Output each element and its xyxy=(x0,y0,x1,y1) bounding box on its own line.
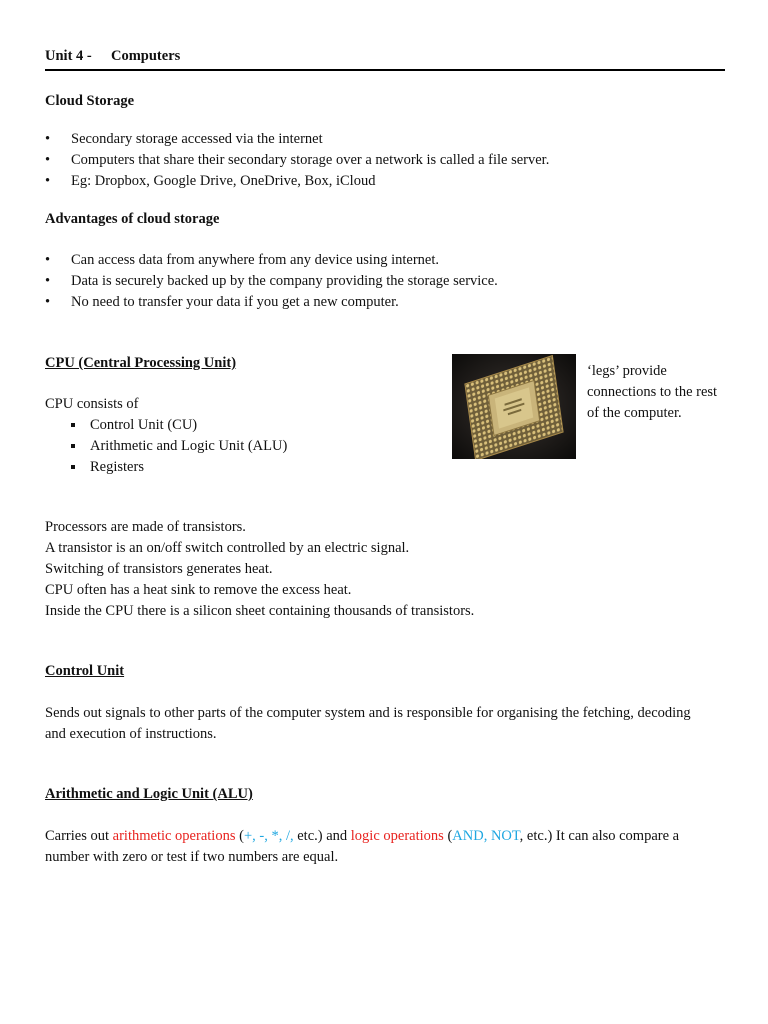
list-item: Control Unit (CU) xyxy=(45,415,287,436)
cpu-consists-label: CPU consists of xyxy=(45,396,139,412)
list-item: • Secondary storage accessed via the internet xyxy=(45,129,549,150)
list-item: • Data is securely backed up by the company providing the storage service. xyxy=(45,271,498,292)
transistors-paragraph xyxy=(45,517,474,622)
list-item: • No need to transfer your data if you get a new computer. xyxy=(45,292,498,313)
cpu-image-caption xyxy=(587,361,717,424)
cloud-storage-heading: Cloud Storage xyxy=(45,93,135,109)
paragraph-line: Processors are made of transistors. xyxy=(45,519,246,535)
text-run: ( xyxy=(235,828,244,844)
text-run: ( xyxy=(443,828,453,844)
cpu-chip-graphic xyxy=(452,354,576,459)
caption-line: ‘legs’ provide xyxy=(587,363,667,379)
paragraph-line: CPU often has a heat sink to remove the excess heat. xyxy=(45,582,352,598)
arithmetic-operations-highlight: arithmetic operations xyxy=(112,828,236,844)
alu-paragraph xyxy=(45,826,679,868)
unit-number: Unit 4 - xyxy=(45,48,92,64)
cloud-storage-list xyxy=(45,129,549,192)
control-unit-heading: Control Unit xyxy=(45,663,125,679)
control-unit-paragraph xyxy=(45,703,691,745)
list-item: • Eg: Dropbox, Google Drive, OneDrive, Box, iCloud xyxy=(45,171,549,192)
cpu-heading: CPU (Central Processing Unit) xyxy=(45,355,237,371)
paragraph-line: Switching of transistors generates heat. xyxy=(45,561,273,577)
list-item: Registers xyxy=(45,457,287,478)
cpu-parts-list xyxy=(45,415,287,478)
arithmetic-symbols-highlight: +, -, *, /, xyxy=(243,828,294,844)
paragraph-line: Inside the CPU there is a silicon sheet containing thousands of transistors. xyxy=(45,603,475,619)
cpu-chip-photo xyxy=(452,354,576,459)
caption-line: connections to the rest xyxy=(587,384,718,400)
text-run: etc.) and xyxy=(293,828,351,844)
text-run: , etc.) It can also compare a xyxy=(519,828,680,844)
logic-gates-highlight: AND, NOT xyxy=(452,828,520,844)
advantages-list xyxy=(45,250,498,313)
paragraph-line: and execution of instructions. xyxy=(45,726,217,742)
document-header xyxy=(45,47,725,71)
advantages-heading: Advantages of cloud storage xyxy=(45,211,220,227)
text-run: Carries out xyxy=(45,828,113,844)
list-item: • Can access data from anywhere from any device using internet. xyxy=(45,250,498,271)
list-item: • Computers that share their secondary storage over a network is called a file server. xyxy=(45,150,549,171)
unit-topic: Computers xyxy=(111,48,181,64)
paragraph-line: A transistor is an on/off switch controlled by an electric signal. xyxy=(45,540,410,556)
paragraph-line xyxy=(45,826,679,847)
logic-operations-highlight: logic operations xyxy=(350,828,444,844)
paragraph-line: Sends out signals to other parts of the computer system and is responsible for organising the fetching, decoding xyxy=(45,705,691,721)
alu-heading: Arithmetic and Logic Unit (ALU) xyxy=(45,786,253,802)
caption-line: of the computer. xyxy=(587,405,682,421)
list-item: Arithmetic and Logic Unit (ALU) xyxy=(45,436,287,457)
paragraph-line: number with zero or test if two numbers are equal. xyxy=(45,849,339,865)
